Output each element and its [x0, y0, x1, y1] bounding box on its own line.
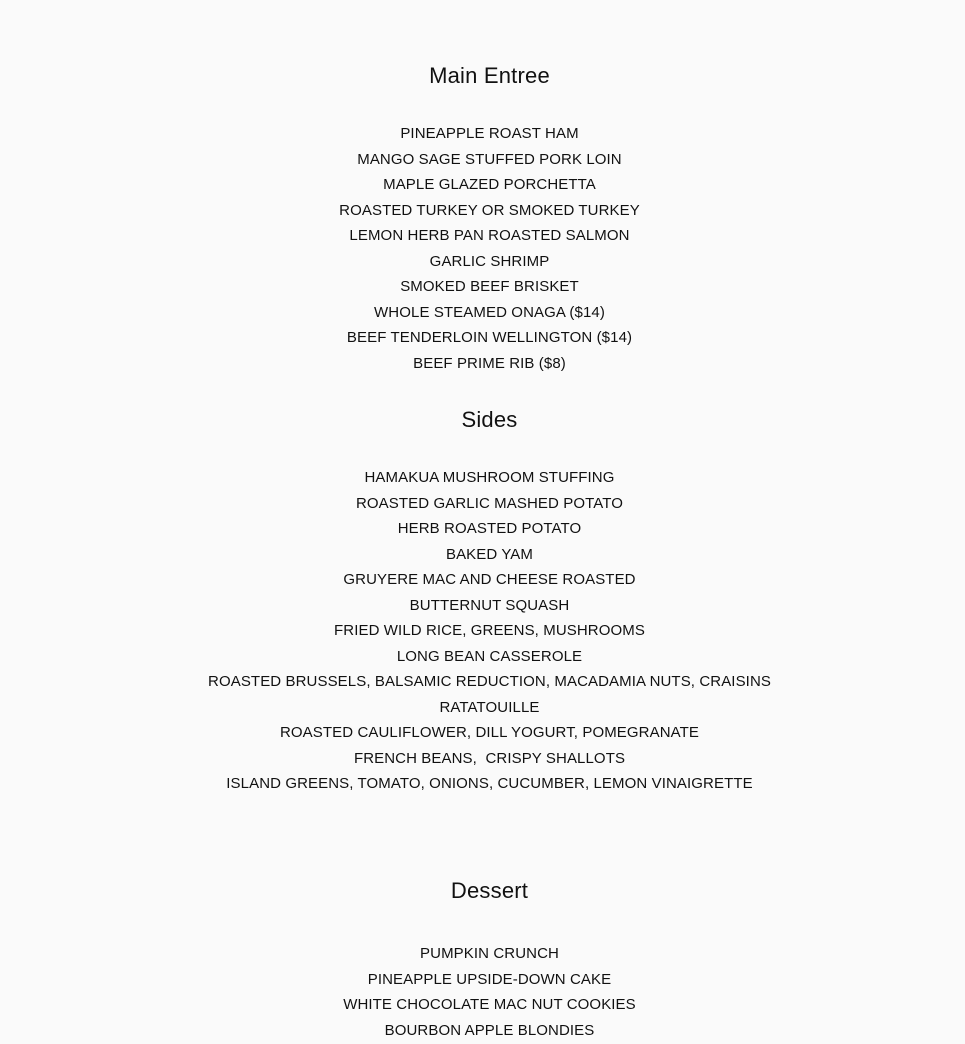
menu-item: PINEAPPLE UPSIDE-DOWN CAKE: [367, 970, 612, 988]
menu-item: LEMON HERB PAN ROASTED SALMON: [349, 227, 630, 244]
menu-item: WHOLE STEAMED ONAGA ($14): [374, 303, 605, 321]
menu-item: ROASTED CAULIFLOWER, DILL YOGURT, POMEGRANATE: [279, 724, 700, 741]
menu-item: SMOKED BEEF BRISKET: [400, 278, 579, 295]
menu-item: MAPLE GLAZED PORCHETTA: [383, 176, 596, 193]
menu-item: BUTTERNUT SQUASH: [409, 596, 570, 614]
dessert-list: [0, 941, 965, 1043]
main-entree-list: [0, 121, 965, 376]
menu-item: HAMAKUA MUSHROOM STUFFING: [364, 469, 615, 486]
menu-item: GRUYERE MAC AND CHEESE ROASTED: [343, 571, 636, 588]
menu-item: FRENCH BEANS, CRISPY SHALLOTS: [353, 749, 626, 767]
menu-item: MANGO SAGE STUFFED PORK LOIN: [357, 150, 622, 168]
section-title-dessert: Dessert: [450, 878, 529, 903]
section-title-main-entree: Main Entree: [429, 63, 550, 88]
menu-item: BOURBON APPLE BLONDIES: [384, 1021, 595, 1039]
menu-item: GARLIC SHRIMP: [429, 252, 550, 270]
menu-item: ROASTED GARLIC MASHED POTATO: [355, 494, 623, 512]
menu-item: BEEF PRIME RIB ($8): [413, 354, 566, 372]
menu-item: FRIED WILD RICE, GREENS, MUSHROOMS: [334, 622, 645, 639]
menu-item: ROASTED TURKEY OR SMOKED TURKEY: [339, 201, 640, 219]
menu-item: BAKED YAM: [445, 545, 534, 563]
menu-item: ISLAND GREENS, TOMATO, ONIONS, CUCUMBER, LEMON VINAIGRETTE: [226, 775, 753, 792]
sides-list: [0, 465, 965, 797]
menu-item: BEEF TENDERLOIN WELLINGTON ($14): [346, 329, 633, 346]
menu-item: HERB ROASTED POTATO: [397, 520, 582, 537]
menu-item: PUMPKIN CRUNCH: [420, 945, 559, 962]
menu-item: WHITE CHOCOLATE MAC NUT COOKIES: [343, 996, 636, 1013]
menu-item: LONG BEAN CASSEROLE: [396, 647, 583, 665]
menu-item: ROASTED BRUSSELS, BALSAMIC REDUCTION, MACADAMIA NUTS, CRAISINS: [208, 673, 771, 690]
section-title-sides: Sides: [461, 407, 518, 432]
menu-item: PINEAPPLE ROAST HAM: [400, 125, 579, 142]
menu-item: RATATOUILLE: [439, 698, 540, 716]
